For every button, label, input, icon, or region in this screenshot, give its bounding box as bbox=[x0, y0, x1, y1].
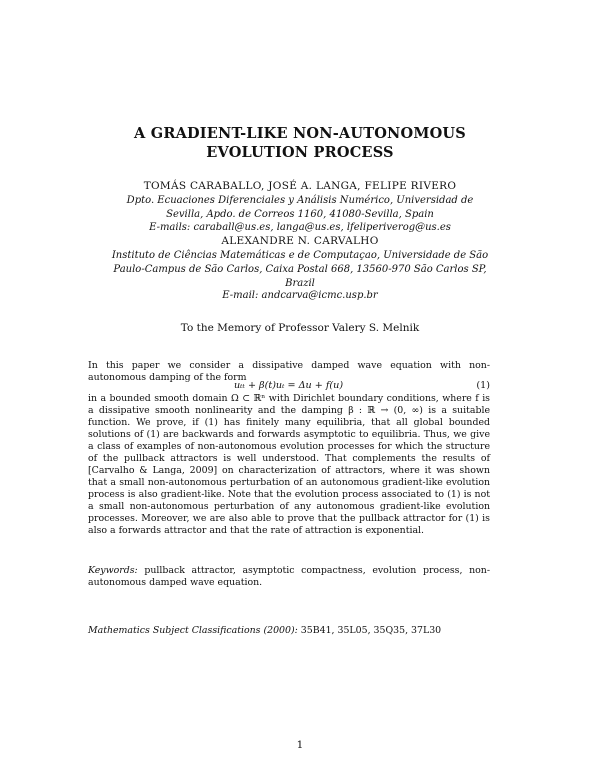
paper-title bbox=[60, 124, 540, 162]
emails-1-value: caraball@us.es, langa@us.es, lfeliperiverog@us.es bbox=[193, 222, 451, 233]
equation-1 bbox=[88, 380, 490, 392]
dedication: To the Memory of Professor Valery S. Melnik bbox=[180, 322, 420, 334]
emails-1 bbox=[60, 222, 540, 233]
keywords-label: Keywords: bbox=[88, 565, 138, 576]
affiliation-2: Instituto de Ciências Matemáticas e de Computaçao, Universidade de São Paulo-Campus de São Carlos, Caixa Postal 668, 13560-970 São Carlos SP, Brazil bbox=[111, 250, 489, 289]
page-number: 1 bbox=[296, 739, 304, 751]
abstract-body: in a bounded smooth domain Ω ⊂ ℝⁿ with Dirichlet boundary conditions, where f is a dissipative smooth nonlinearity and the damping β : ℝ → (0, ∞) is a suitable function. We prove, if (1) has finitely many equilibria, that all global bounded solutions of (1) are backwards and forwards asymptotic to equilibria. Thus, we give a class of examples of non-autonomous evolution processes for which the structure of the pullback attractors is well understood. That complements the results of [Carvalho & Langa, 2009] on characterization of attractors, where it was shown that a small non-autonomous perturbation of an autonomous gradient-like evolution process is also gradient-like. Note that the evolution process associated to (1) is not a small non-autonomous perturbation of any autonomous gradient-like evolution processes. Moreover, we are also able to prove that the pullback attractor for (1) is also a forwards attractor and that the rate of attraction is exponential. bbox=[88, 393, 490, 536]
email-2 bbox=[60, 290, 540, 301]
emails-1-label: E-mails: bbox=[149, 222, 191, 233]
equation-expression: uₜₜ + β(t)uₜ = Δu + f(u) bbox=[234, 380, 344, 391]
msc-classifications bbox=[88, 625, 490, 636]
msc-value: 35B41, 35L05, 35Q35, 37L30 bbox=[300, 625, 442, 636]
keywords-value: pullback attractor, asymptotic compactness, evolution process, non-autonomous damped wave equation. bbox=[88, 565, 490, 588]
email-2-label: E-mail: bbox=[222, 290, 259, 301]
email-2-value: andcarva@icmc.usp.br bbox=[261, 290, 378, 301]
authors-group-1: TOMÁS CARABALLO, JOSÉ A. LANGA, FELIPE RIVERO bbox=[143, 180, 457, 192]
author-carvalho: ALEXANDRE N. CARVALHO bbox=[221, 235, 379, 247]
msc-label: Mathematics Subject Classifications (2000): bbox=[88, 625, 298, 636]
affiliation-1: Dpto. Ecuaciones Diferenciales y Análisis Numérico, Universidad de Sevilla, Apdo. de Correos 1160, 41080-Sevilla, Spain bbox=[126, 195, 474, 220]
title-line-2: EVOLUTION PROCESS bbox=[206, 144, 394, 161]
abstract-intro: In this paper we consider a dissipative damped wave equation with non-autonomous damping of the form bbox=[88, 360, 490, 383]
title-line-1: A GRADIENT-LIKE NON-AUTONOMOUS bbox=[134, 125, 466, 142]
equation-number: (1) bbox=[476, 380, 490, 391]
keywords bbox=[88, 565, 490, 589]
